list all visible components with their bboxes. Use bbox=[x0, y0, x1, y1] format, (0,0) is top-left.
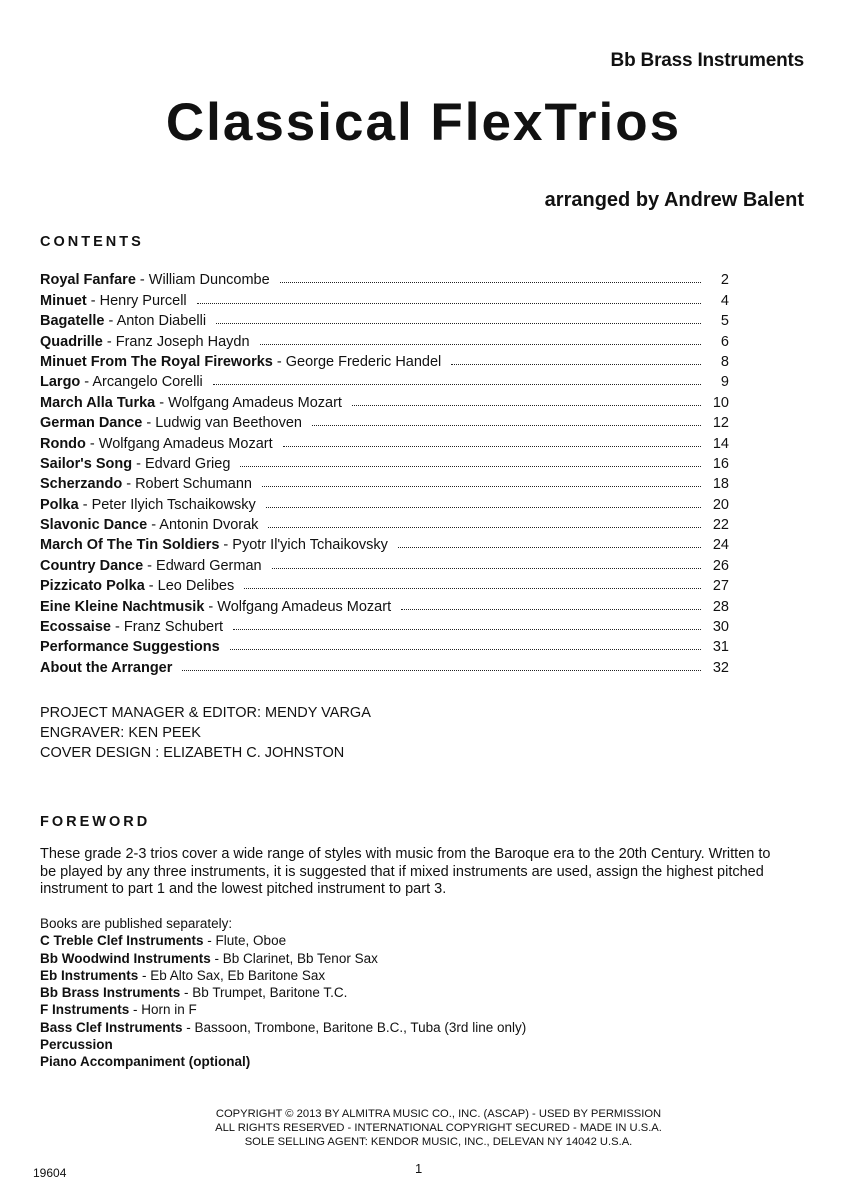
book-name: Bb Brass Instruments bbox=[40, 985, 181, 1001]
book-detail: - Eb Alto Sax, Eb Baritone Sax bbox=[138, 967, 326, 983]
dot-leader bbox=[268, 527, 701, 528]
dot-leader bbox=[272, 568, 701, 569]
dot-leader bbox=[213, 384, 701, 385]
contents-entry bbox=[40, 472, 729, 492]
page-number: 28 bbox=[712, 598, 729, 615]
composer-name: - Peter Ilyich Tschaikowsky bbox=[78, 496, 256, 513]
piece-title: Eine Kleine Nachtmusik bbox=[40, 598, 205, 615]
dot-leader bbox=[216, 323, 701, 324]
piece-title: Royal Fanfare bbox=[40, 272, 136, 289]
book-name: F Instruments bbox=[40, 1002, 130, 1018]
page-number: 8 bbox=[720, 353, 729, 370]
page-number: 10 bbox=[712, 394, 729, 411]
book-item bbox=[40, 950, 526, 967]
book-name: Bb Woodwind Instruments bbox=[40, 950, 211, 966]
dot-leader bbox=[182, 670, 701, 671]
contents-entry bbox=[40, 492, 729, 512]
rights-line: ALL RIGHTS RESERVED - INTERNATIONAL COPYRIGHT SECURED - MADE IN U.S.A. bbox=[215, 1122, 662, 1134]
page-number: 18 bbox=[712, 476, 729, 493]
contents-entry bbox=[40, 350, 729, 370]
books-list bbox=[40, 915, 526, 1071]
piece-title: Ecossaise bbox=[40, 619, 111, 636]
composer-name: - Ludwig van Beethoven bbox=[142, 415, 302, 432]
book-item bbox=[40, 1053, 526, 1070]
dot-leader bbox=[197, 303, 701, 304]
copyright-notice bbox=[0, 1107, 847, 1149]
composer-name: - Franz Schubert bbox=[110, 619, 223, 636]
dot-leader bbox=[262, 486, 701, 487]
foreword-paragraph: These grade 2-3 trios cover a wide range of styles with music from the Baroque era to the 20th Century. Written to be played by any three instruments, it is suggested that if mixed instruments are used, assign the highest pitched instrument to part 1 and the lowest pitched instrument to part 3. bbox=[40, 846, 771, 897]
engraver-credit: ENGRAVER: KEN PEEK bbox=[40, 725, 201, 741]
composer-name: - Edvard Grieg bbox=[132, 455, 231, 472]
contents-entry bbox=[40, 411, 729, 431]
book-detail: - Bassoon, Trombone, Baritone B.C., Tuba (3rd line only) bbox=[182, 1019, 527, 1035]
book-detail: - Horn in F bbox=[129, 1002, 197, 1018]
piece-title: Performance Suggestions bbox=[40, 639, 220, 656]
book-name: C Treble Clef Instruments bbox=[40, 933, 204, 949]
piece-title: Scherzando bbox=[40, 476, 123, 493]
contents-heading: CONTENTS bbox=[40, 234, 144, 250]
book-item bbox=[40, 1019, 526, 1036]
piece-title: Sailor's Song bbox=[40, 455, 133, 472]
foreword-heading: FOREWORD bbox=[40, 814, 151, 830]
piece-title: Bagatelle bbox=[40, 313, 105, 330]
piece-title: March Alla Turka bbox=[40, 394, 156, 411]
composer-name: - George Frederic Handel bbox=[272, 353, 442, 370]
page-number: 14 bbox=[712, 435, 729, 452]
dot-leader bbox=[240, 466, 701, 467]
dot-leader bbox=[280, 282, 701, 283]
dot-leader bbox=[352, 405, 701, 406]
contents-entry bbox=[40, 553, 729, 573]
contents-entry bbox=[40, 309, 729, 329]
piece-title: Country Dance bbox=[40, 557, 144, 574]
composer-name: - Arcangelo Corelli bbox=[80, 374, 203, 391]
book-detail: - Bb Clarinet, Bb Tenor Sax bbox=[210, 950, 378, 966]
page-number: 4 bbox=[720, 292, 729, 309]
contents-entry bbox=[40, 574, 729, 594]
composer-name: - Henry Purcell bbox=[86, 292, 187, 309]
dot-leader bbox=[233, 629, 701, 630]
page-number: 9 bbox=[720, 374, 729, 391]
composer-name: - Wolfgang Amadeus Mozart bbox=[155, 394, 342, 411]
contents-entry bbox=[40, 288, 729, 308]
page-number: 22 bbox=[712, 517, 729, 534]
dot-leader bbox=[401, 609, 701, 610]
book-name: Percussion bbox=[40, 1037, 113, 1053]
contents-entry bbox=[40, 594, 729, 614]
contents-entry bbox=[40, 370, 729, 390]
credits-block bbox=[40, 703, 371, 763]
dot-leader bbox=[230, 649, 701, 650]
contents-entry bbox=[40, 390, 729, 410]
arranger-credit: arranged by Andrew Balent bbox=[544, 189, 804, 211]
page-number-footer: 1 bbox=[415, 1161, 423, 1176]
contents-entry bbox=[40, 533, 729, 553]
composer-name: - William Duncombe bbox=[135, 272, 270, 289]
book-item bbox=[40, 1001, 526, 1018]
piece-title: Pizzicato Polka bbox=[40, 578, 145, 595]
book-item bbox=[40, 1036, 526, 1053]
book-detail: - Flute, Oboe bbox=[203, 933, 287, 949]
piece-title: Largo bbox=[40, 374, 81, 391]
books-intro: Books are published separately: bbox=[40, 916, 233, 931]
dot-leader bbox=[266, 507, 701, 508]
piece-title: About the Arranger bbox=[40, 659, 173, 676]
cover-design-credit: COVER DESIGN : ELIZABETH C. JOHNSTON bbox=[40, 745, 345, 761]
piece-title: German Dance bbox=[40, 415, 143, 432]
composer-name: - Pyotr Il'yich Tchaikovsky bbox=[219, 537, 388, 554]
composer-name: - Wolfgang Amadeus Mozart bbox=[85, 435, 273, 452]
piece-title: Minuet From The Royal Fireworks bbox=[40, 353, 273, 370]
edition-label: Bb Brass Instruments bbox=[610, 50, 804, 71]
project-manager-credit: PROJECT MANAGER & EDITOR: MENDY VARGA bbox=[40, 705, 371, 721]
dot-leader bbox=[260, 344, 701, 345]
piece-title: Quadrille bbox=[40, 333, 103, 350]
page-number: 26 bbox=[712, 557, 729, 574]
contents-entry bbox=[40, 431, 729, 451]
composer-name: - Wolfgang Amadeus Mozart bbox=[204, 598, 392, 615]
page-number: 27 bbox=[712, 578, 729, 595]
piece-title: Minuet bbox=[40, 292, 87, 309]
piece-title: Slavonic Dance bbox=[40, 517, 148, 534]
page-number: 6 bbox=[720, 333, 729, 350]
contents-entry bbox=[40, 615, 729, 635]
book-item bbox=[40, 984, 526, 1001]
composer-name: - Franz Joseph Haydn bbox=[102, 333, 250, 350]
page-number: 2 bbox=[720, 272, 729, 289]
page-number: 12 bbox=[712, 415, 729, 432]
page-number: 16 bbox=[712, 455, 729, 472]
dot-leader bbox=[451, 364, 701, 365]
composer-name: - Leo Delibes bbox=[144, 578, 235, 595]
contents-entry bbox=[40, 635, 729, 655]
page-number: 32 bbox=[712, 659, 729, 676]
piece-title: Rondo bbox=[40, 435, 86, 452]
page-number: 30 bbox=[712, 619, 729, 636]
copyright-line: COPYRIGHT © 2013 BY ALMITRA MUSIC CO., INC. (ASCAP) - USED BY PERMISSION bbox=[215, 1108, 662, 1120]
contents-entry bbox=[40, 268, 729, 288]
page-number: 20 bbox=[712, 496, 729, 513]
composer-name: - Robert Schumann bbox=[122, 476, 252, 493]
dot-leader bbox=[244, 588, 701, 589]
page-number: 31 bbox=[712, 639, 729, 656]
composer-name: - Edward German bbox=[143, 557, 262, 574]
catalog-number: 19604 bbox=[33, 1166, 67, 1180]
dot-leader bbox=[283, 446, 701, 447]
contents-list bbox=[40, 268, 729, 676]
piece-title: Polka bbox=[40, 496, 79, 513]
composer-name: - Antonin Dvorak bbox=[147, 517, 259, 534]
dot-leader bbox=[398, 547, 701, 548]
contents-entry bbox=[40, 452, 729, 472]
book-name: Eb Instruments bbox=[40, 967, 139, 983]
contents-entry bbox=[40, 329, 729, 349]
book-name: Bass Clef Instruments bbox=[40, 1019, 183, 1035]
book-name: Piano Accompaniment (optional) bbox=[40, 1054, 251, 1070]
composer-name: - Anton Diabelli bbox=[104, 313, 207, 330]
contents-entry bbox=[40, 655, 729, 675]
book-detail: - Bb Trumpet, Baritone T.C. bbox=[180, 985, 348, 1001]
selling-agent-line: SOLE SELLING AGENT: KENDOR MUSIC, INC., DELEVAN NY 14042 U.S.A. bbox=[244, 1136, 633, 1148]
page-number: 24 bbox=[712, 537, 729, 554]
piece-title: March Of The Tin Soldiers bbox=[40, 537, 220, 554]
dot-leader bbox=[312, 425, 701, 426]
page-number: 5 bbox=[720, 313, 729, 330]
book-item bbox=[40, 967, 526, 984]
page-title: Classical FlexTrios bbox=[165, 93, 682, 152]
book-item bbox=[40, 932, 526, 949]
contents-entry bbox=[40, 513, 729, 533]
